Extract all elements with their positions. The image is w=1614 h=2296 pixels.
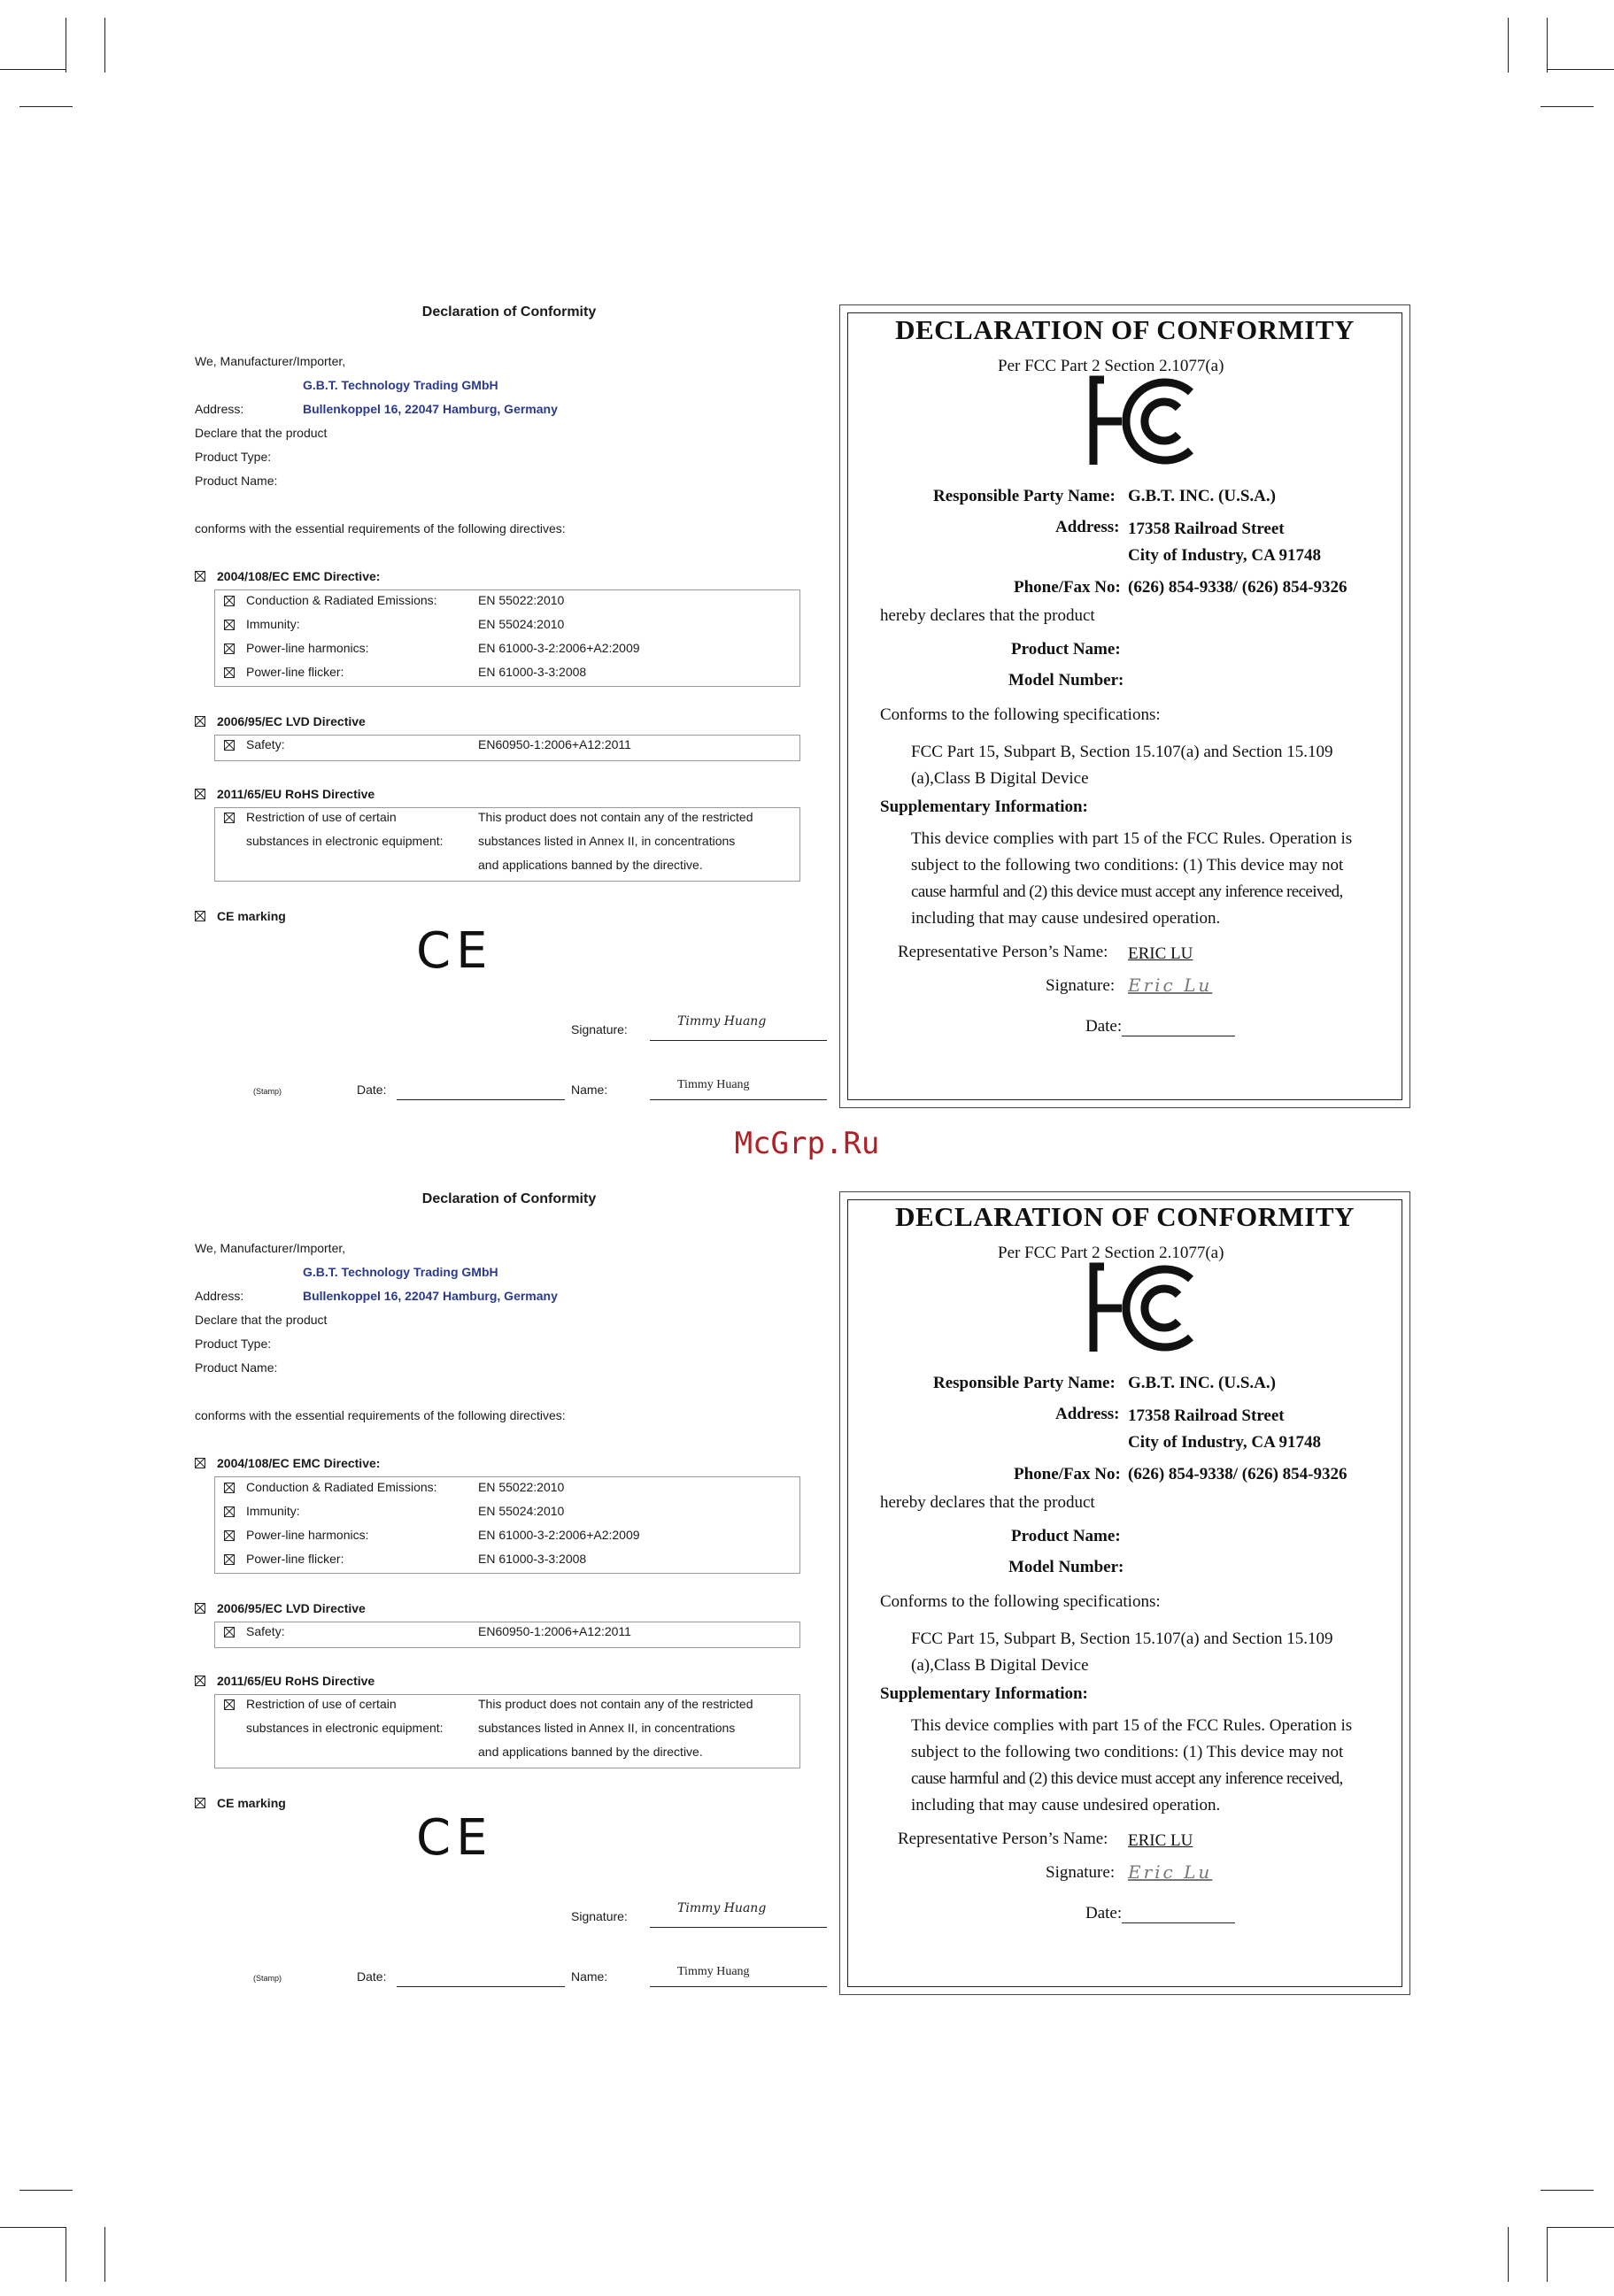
ce-product-type: Product Type:	[195, 1337, 272, 1351]
emc-title: 2004/108/EC EMC Directive:	[217, 1456, 381, 1470]
fcc-product-name: Product Name:	[1011, 640, 1121, 659]
fcc-address-label: Address:	[1055, 518, 1120, 536]
fcc-phone-label: Phone/Fax No:	[1014, 1465, 1121, 1483]
checkbox-icon	[195, 1603, 205, 1614]
rohs-value: substances listed in Annex II, in concentrations	[478, 834, 736, 848]
fcc-model-number: Model Number:	[1008, 1558, 1124, 1576]
emc-row-label: Immunity:	[246, 617, 300, 631]
crop-mark	[1547, 18, 1548, 73]
ce-conforms: conforms with the essential requirements of the following directives:	[195, 1408, 566, 1422]
fcc-sig-value: Eric Lu	[1128, 1861, 1213, 1883]
ce-intro: We, Manufacturer/Importer,	[195, 1241, 346, 1255]
crop-mark	[19, 106, 73, 107]
ce-mark-icon: CE	[416, 922, 493, 980]
checkbox-icon	[195, 1798, 205, 1808]
fcc-rep-label: Representative Person’s Name:	[898, 1830, 1108, 1848]
ce-declaration	[195, 1168, 832, 2000]
checkbox-icon	[195, 716, 205, 727]
crop-mark	[19, 2190, 73, 2191]
fcc-spec: (a),Class B Digital Device	[911, 769, 1089, 788]
emc-row-value: EN 61000-3-2:2006+A2:2009	[478, 641, 640, 655]
checkbox-icon	[224, 813, 235, 823]
ce-title: Declaration of Conformity	[421, 304, 597, 320]
rohs-value: This product does not contain any of the restricted	[478, 1697, 753, 1711]
checkbox-icon	[224, 1530, 235, 1541]
rohs-title: 2011/65/EU RoHS Directive	[217, 787, 375, 801]
checkbox-icon	[195, 789, 205, 799]
emc-row-value: EN 55022:2010	[478, 1480, 565, 1494]
signature-script: Timmy Huang	[677, 1901, 767, 1915]
ce-address-label: Address:	[195, 1289, 244, 1303]
ce-address-label: Address:	[195, 402, 244, 416]
emc-row-value: EN 61000-3-3:2008	[478, 665, 587, 679]
date-line	[397, 1986, 565, 1987]
ce-marking-label: CE marking	[217, 909, 286, 923]
ce-address: Bullenkoppel 16, 22047 Hamburg, Germany	[303, 402, 558, 416]
fcc-hereby: hereby declares that the product	[880, 1493, 1095, 1512]
checkbox-icon	[224, 1483, 235, 1493]
checkbox-icon	[224, 596, 235, 606]
fcc-address: 17358 Railroad Street	[1128, 1406, 1285, 1425]
fcc-party-label: Responsible Party Name:	[933, 1374, 1116, 1392]
ce-company: G.B.T. Technology Trading GMbH	[303, 378, 498, 392]
emc-row-label: Power-line harmonics:	[246, 641, 369, 655]
fcc-spec: FCC Part 15, Subpart B, Section 15.107(a) and Section 15.109	[911, 1630, 1333, 1648]
checkbox-icon	[224, 620, 235, 630]
crop-mark	[1508, 2227, 1509, 2282]
emc-title: 2004/108/EC EMC Directive:	[217, 569, 381, 583]
ce-product-name: Product Name:	[195, 474, 278, 488]
rohs-value: and applications banned by the directive.	[478, 858, 703, 872]
rohs-label: substances in electronic equipment:	[246, 834, 444, 848]
fcc-date-line	[1122, 1922, 1235, 1923]
name-value: Timmy Huang	[677, 1965, 750, 1978]
watermark: McGrp.Ru	[734, 1126, 880, 1161]
fcc-subtitle: Per FCC Part 2 Section 2.1077(a)	[998, 1244, 1224, 1262]
fcc-hereby: hereby declares that the product	[880, 606, 1095, 625]
crop-mark	[1547, 2227, 1548, 2282]
signature-script: Timmy Huang	[677, 1014, 767, 1029]
fcc-phone-value: (626) 854-9338/ (626) 854-9326	[1128, 1465, 1348, 1483]
fcc-supp-title: Supplementary Information:	[880, 1684, 1088, 1703]
signature-label: Signature:	[571, 1022, 628, 1036]
ce-product-type: Product Type:	[195, 450, 272, 464]
date-label: Date:	[357, 1969, 387, 1984]
fcc-phone-label: Phone/Fax No:	[1014, 578, 1121, 597]
emc-row-label: Power-line flicker:	[246, 1552, 344, 1566]
fcc-supp-line: including that may cause undesired operation.	[911, 1796, 1221, 1814]
signature-line	[650, 1040, 827, 1041]
signature-line	[650, 1927, 827, 1928]
fcc-supp-line: subject to the following two conditions: (1) This device may not	[911, 856, 1344, 874]
fcc-party-value: G.B.T. INC. (U.S.A.)	[1128, 487, 1276, 505]
fcc-supp-line: including that may cause undesired operation.	[911, 909, 1221, 928]
ce-declaration	[195, 281, 832, 1113]
crop-mark	[1541, 2190, 1594, 2191]
ce-company: G.B.T. Technology Trading GMbH	[303, 1265, 498, 1279]
fcc-date-label: Date:	[1085, 1904, 1123, 1922]
emc-row-label: Conduction & Radiated Emissions:	[246, 593, 437, 607]
fcc-declaration	[839, 304, 1410, 1108]
ce-title: Declaration of Conformity	[421, 1191, 597, 1206]
checkbox-icon	[195, 911, 205, 921]
emc-row-value: EN 61000-3-2:2006+A2:2009	[478, 1528, 640, 1542]
ce-marking-label: CE marking	[217, 1796, 286, 1810]
emc-row-value: EN 55022:2010	[478, 593, 565, 607]
fcc-sig-value: Eric Lu	[1128, 975, 1213, 996]
checkbox-icon	[224, 1554, 235, 1565]
checkbox-icon	[195, 571, 205, 582]
name-line	[650, 1986, 827, 1987]
crop-mark	[1541, 106, 1594, 107]
date-line	[397, 1099, 565, 1100]
checkbox-icon	[224, 740, 235, 751]
fcc-rep-value: ERIC LU	[1128, 944, 1193, 963]
fcc-model-number: Model Number:	[1008, 671, 1124, 690]
fcc-spec: FCC Part 15, Subpart B, Section 15.107(a) and Section 15.109	[911, 743, 1333, 761]
ce-intro: We, Manufacturer/Importer,	[195, 354, 346, 368]
name-value: Timmy Huang	[677, 1078, 750, 1091]
name-label: Name:	[571, 1969, 608, 1984]
fcc-supp-line: cause harmful and (2) this device must accept any inference received,	[911, 1769, 1343, 1788]
crop-mark	[104, 2227, 105, 2282]
fcc-supp-line: This device complies with part 15 of the FCC Rules. Operation is	[911, 829, 1353, 848]
rohs-label: substances in electronic equipment:	[246, 1721, 444, 1735]
emc-row-label: Power-line harmonics:	[246, 1528, 369, 1542]
fcc-address: City of Industry, CA 91748	[1128, 546, 1321, 565]
fcc-sig-label: Signature:	[1046, 1863, 1116, 1882]
emc-row-value: EN 61000-3-3:2008	[478, 1552, 587, 1566]
ce-declare: Declare that the product	[195, 1313, 328, 1327]
fcc-title: DECLARATION OF CONFORMITY	[895, 314, 1355, 345]
rohs-value: This product does not contain any of the restricted	[478, 810, 753, 824]
checkbox-icon	[224, 1627, 235, 1637]
lvd-label: Safety:	[246, 737, 285, 751]
fcc-rep-label: Representative Person’s Name:	[898, 943, 1108, 961]
fcc-subtitle: Per FCC Part 2 Section 2.1077(a)	[998, 357, 1224, 375]
fcc-date-label: Date:	[1085, 1017, 1123, 1036]
fcc-address: City of Industry, CA 91748	[1128, 1433, 1321, 1452]
emc-row-label: Power-line flicker:	[246, 665, 344, 679]
date-label: Date:	[357, 1083, 387, 1097]
declaration-sheet-top	[0, 281, 1614, 1167]
rohs-label: Restriction of use of certain	[246, 810, 397, 824]
crop-mark	[1547, 2227, 1614, 2228]
rohs-label: Restriction of use of certain	[246, 1697, 397, 1711]
fcc-party-value: G.B.T. INC. (U.S.A.)	[1128, 1374, 1276, 1392]
declaration-sheet-bottom	[0, 1168, 1614, 2053]
fcc-address: 17358 Railroad Street	[1128, 520, 1285, 538]
ce-declare: Declare that the product	[195, 426, 328, 440]
fcc-phone-value: (626) 854-9338/ (626) 854-9326	[1128, 578, 1348, 597]
signature-label: Signature:	[571, 1909, 628, 1923]
crop-mark	[0, 2227, 66, 2228]
lvd-value: EN60950-1:2006+A12:2011	[478, 1624, 631, 1638]
fcc-logo-icon	[1086, 1260, 1219, 1357]
fcc-spec: (a),Class B Digital Device	[911, 1656, 1089, 1675]
fcc-declaration	[839, 1191, 1410, 1995]
stamp-label: (Stamp)	[253, 1974, 282, 1983]
fcc-address-label: Address:	[1055, 1405, 1120, 1423]
rohs-value: substances listed in Annex II, in concentrations	[478, 1721, 736, 1735]
fcc-supp-line: cause harmful and (2) this device must accept any inference received,	[911, 882, 1343, 901]
ce-mark-icon: CE	[416, 1809, 493, 1867]
fcc-conforms: Conforms to the following specifications:	[880, 1592, 1161, 1611]
crop-mark	[104, 18, 105, 73]
fcc-supp-line: subject to the following two conditions: (1) This device may not	[911, 1743, 1344, 1761]
lvd-value: EN60950-1:2006+A12:2011	[478, 737, 631, 751]
fcc-product-name: Product Name:	[1011, 1527, 1121, 1545]
rohs-title: 2011/65/EU RoHS Directive	[217, 1674, 375, 1688]
fcc-party-label: Responsible Party Name:	[933, 487, 1116, 505]
ce-product-name: Product Name:	[195, 1360, 278, 1375]
emc-row-label: Immunity:	[246, 1504, 300, 1518]
checkbox-icon	[224, 667, 235, 678]
checkbox-icon	[224, 1699, 235, 1710]
name-label: Name:	[571, 1083, 608, 1097]
crop-mark	[1547, 69, 1614, 70]
fcc-logo-icon	[1086, 373, 1219, 470]
crop-mark	[0, 69, 66, 70]
fcc-sig-label: Signature:	[1046, 976, 1116, 995]
checkbox-icon	[195, 1458, 205, 1468]
checkbox-icon	[224, 643, 235, 654]
emc-row-label: Conduction & Radiated Emissions:	[246, 1480, 437, 1494]
emc-row-value: EN 55024:2010	[478, 617, 565, 631]
fcc-rep-value: ERIC LU	[1128, 1831, 1193, 1850]
checkbox-icon	[195, 1676, 205, 1686]
fcc-conforms: Conforms to the following specifications:	[880, 705, 1161, 724]
fcc-title: DECLARATION OF CONFORMITY	[895, 1201, 1355, 1232]
stamp-label: (Stamp)	[253, 1087, 282, 1096]
fcc-supp-title: Supplementary Information:	[880, 797, 1088, 816]
rohs-value: and applications banned by the directive.	[478, 1745, 703, 1759]
fcc-supp-line: This device complies with part 15 of the FCC Rules. Operation is	[911, 1716, 1353, 1735]
name-line	[650, 1099, 827, 1100]
lvd-title: 2006/95/EC LVD Directive	[217, 714, 366, 728]
ce-conforms: conforms with the essential requirements of the following directives:	[195, 521, 566, 535]
emc-row-value: EN 55024:2010	[478, 1504, 565, 1518]
crop-mark	[1508, 18, 1509, 73]
ce-address: Bullenkoppel 16, 22047 Hamburg, Germany	[303, 1289, 558, 1303]
checkbox-icon	[224, 1506, 235, 1517]
lvd-label: Safety:	[246, 1624, 285, 1638]
lvd-title: 2006/95/EC LVD Directive	[217, 1601, 366, 1615]
